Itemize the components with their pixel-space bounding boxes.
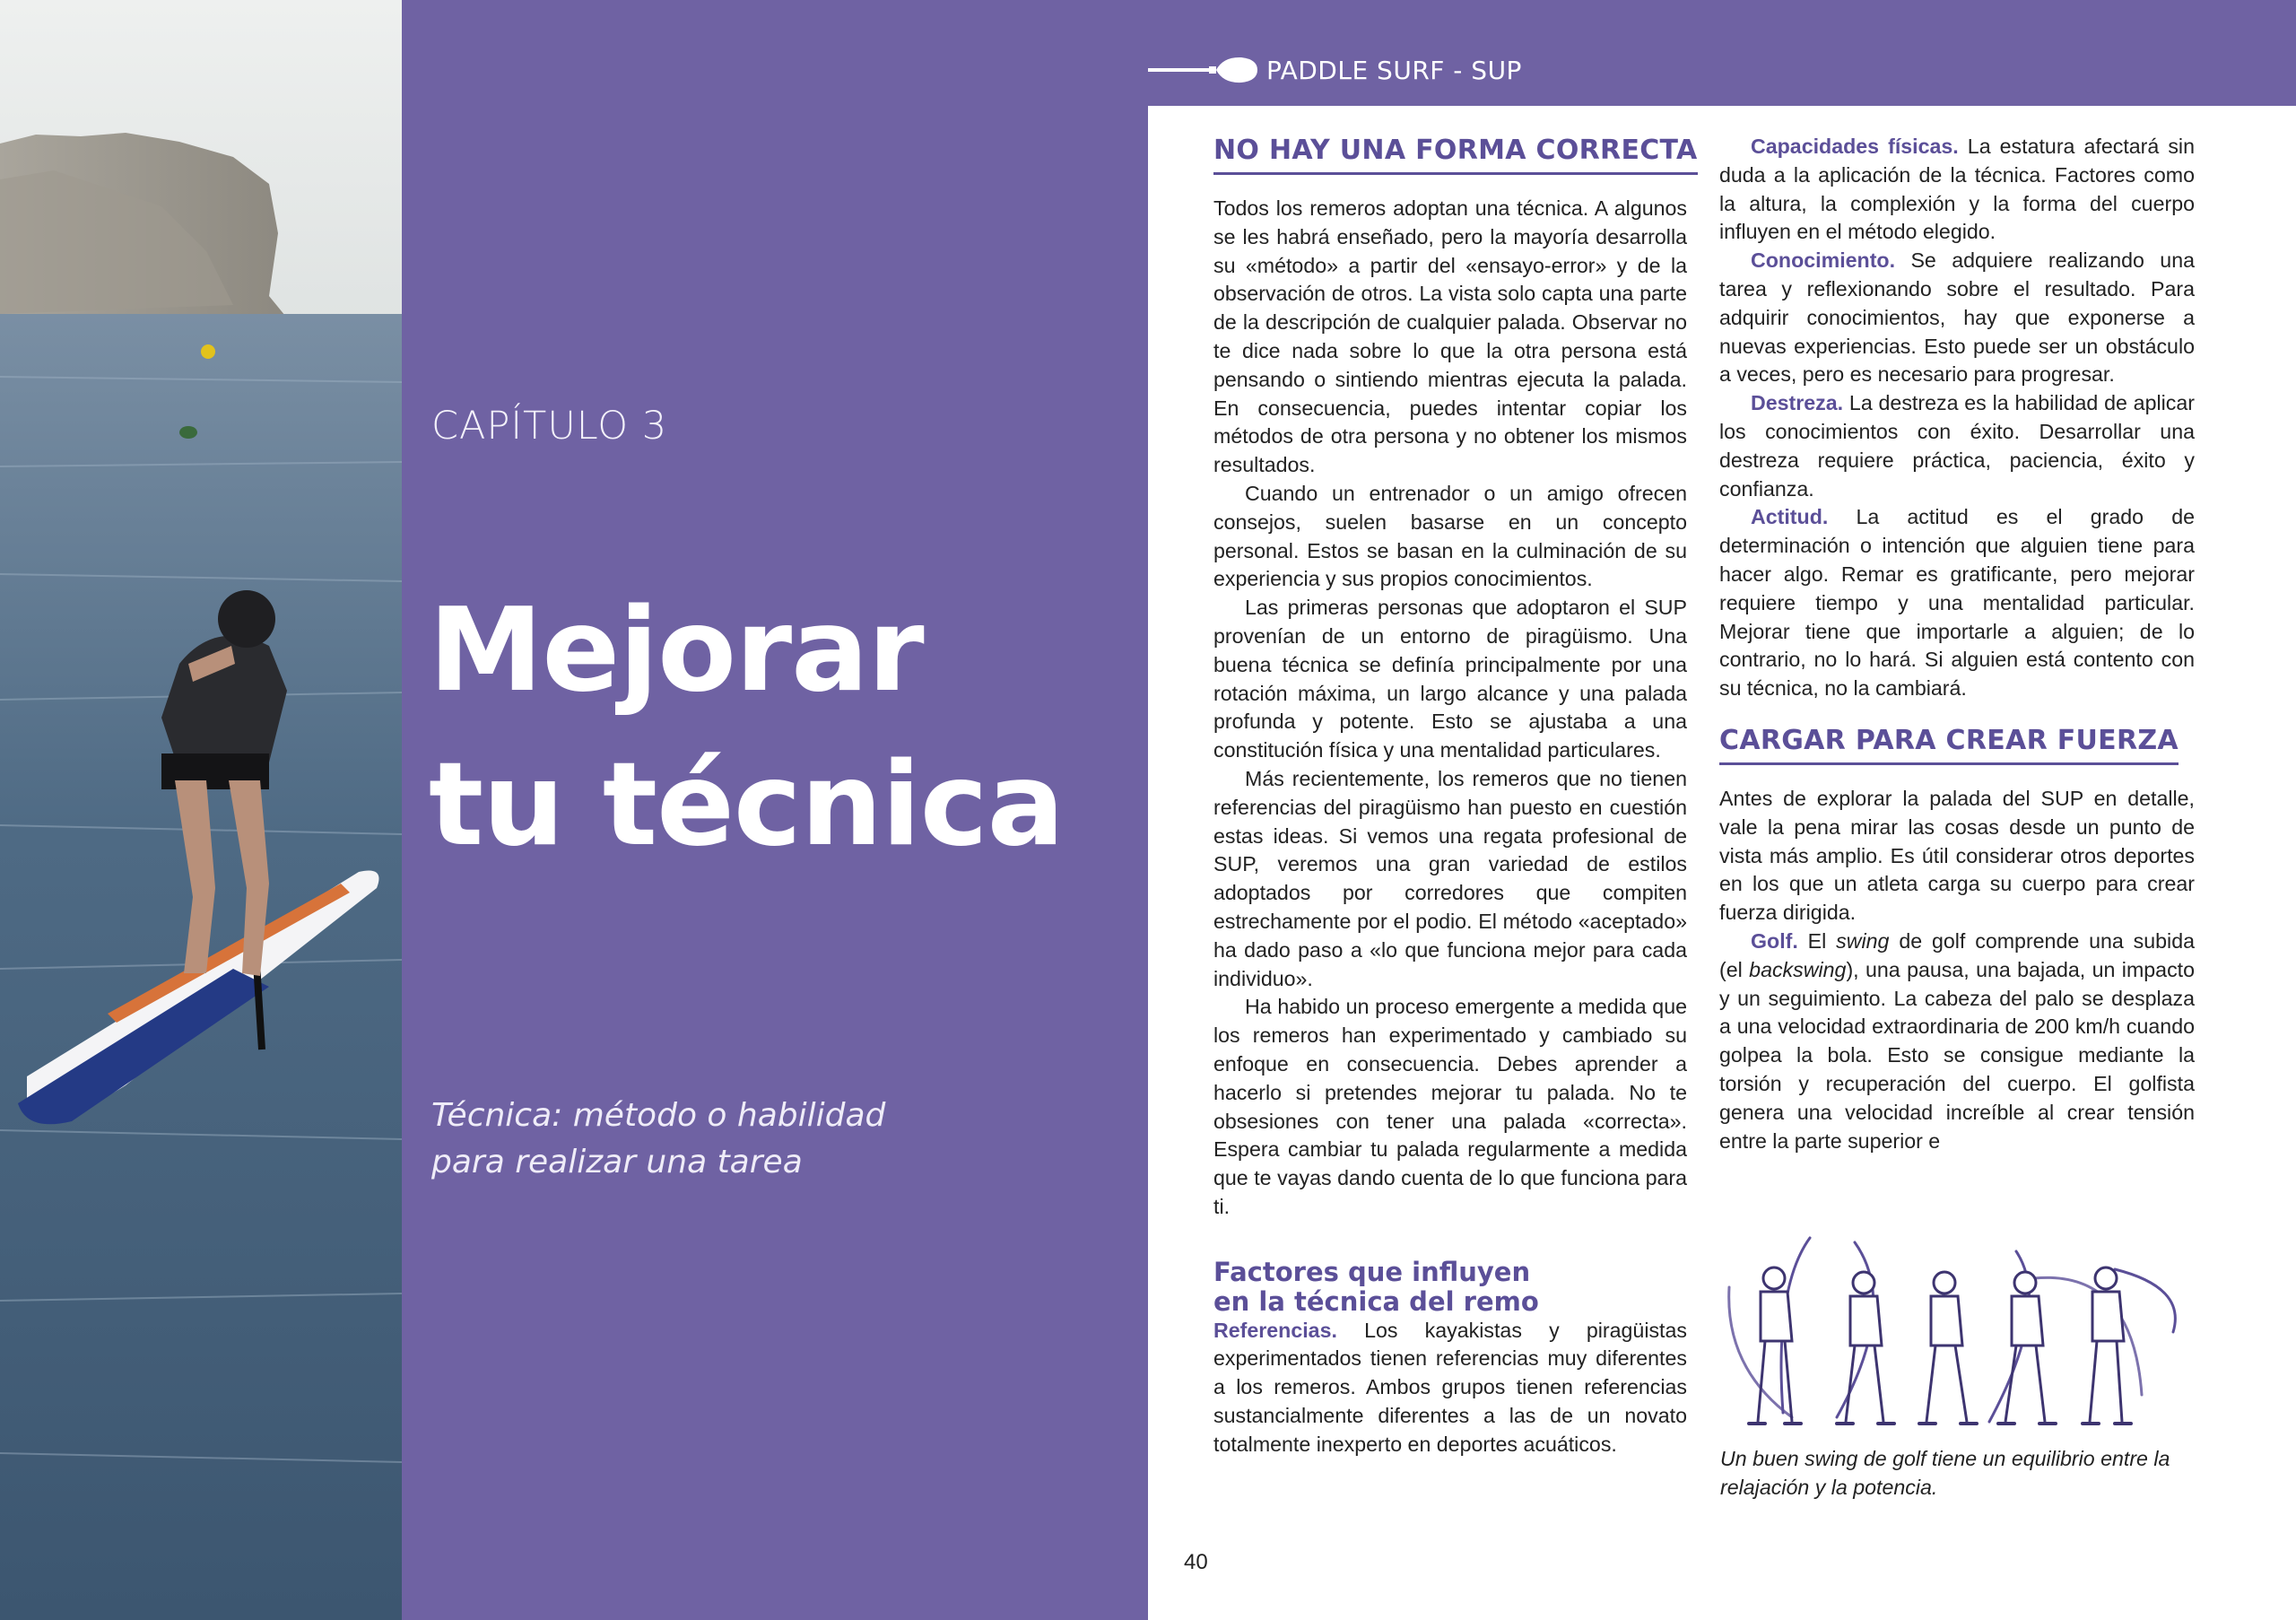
subheading-line2: en la técnica del remo bbox=[1213, 1285, 1539, 1317]
paragraph-actitud bbox=[1719, 503, 2195, 703]
figure-caption: Un buen swing de golf tiene un equilibrio entre la relajación y la potencia. bbox=[1720, 1447, 2170, 1499]
term-label: Referencias. bbox=[1213, 1318, 1337, 1342]
paragraph: Todos los remeros adoptan una técnica. A algunos se les habrá enseñado, pero la mayoría desarrolla su «método» a partir del «ensayo-error» y de la observación de otros. La vista solo capta una parte de la descripción de cualquier palada. Observar no te dice nada sobre lo que la otra persona está pensando o sintiendo mientras ejecuta la palada. En consecuencia, puedes intentar copiar los métodos de otra persona y no obtener los mismos resultados. bbox=[1213, 196, 1687, 477]
chapter-subtitle-line1: Técnica: método o habilidad bbox=[431, 1097, 886, 1134]
paragraph: Antes de explorar la palada del SUP en detalle, vale la pena mirar las cosas desde un punto de vista más amplio. Es útil considerar otros deportes en los que un atleta carga su cuerpo para crear fuerza dirigida. bbox=[1719, 786, 2195, 925]
running-header: PADDLE SURF - SUP bbox=[1266, 56, 1522, 85]
subheading-factores bbox=[1213, 1258, 1687, 1317]
section-heading-cargar: CARGAR PARA CREAR FUERZA bbox=[1719, 723, 2179, 765]
text-page bbox=[1148, 106, 2296, 1620]
left-column bbox=[1213, 133, 1698, 1459]
paragraph-referencias bbox=[1213, 1317, 1687, 1459]
term-text: ), una pausa, una bajada, un impacto y un seguimiento. La cabeza del palo se desplaza a una velocidad extraordinaria de 200 km/h cuando golpea la bola. Esto se consigue mediante la torsión y recuperación del cuerpo. El golfista genera una velocidad increíble al crear tensión entre la parte superior e bbox=[1719, 957, 2195, 1153]
term-text: Los kayakistas y piragüistas experimentados tienen referencias muy diferentes a los remeros. Ambos grupos tienen referencias sustancialmente diferentes a las de un novato totalmente inexperto en deportes acuáticos. bbox=[1213, 1318, 1687, 1456]
paragraph-capacidades bbox=[1719, 133, 2195, 247]
chapter-subtitle-line2: para realizar una tarea bbox=[431, 1144, 803, 1180]
term-text: La actitud es el grado de determinación o intención que alguien tiene para hacer algo. Remar es gratificante, pero mejorar requiere tiempo y una mentalidad particular. Mejorar tiene que importarle a alguien; de lo contrario, no lo hará. Si alguien está contento con su técnica, no la cambiará. bbox=[1719, 505, 2195, 701]
paragraph-golf bbox=[1719, 928, 2195, 1155]
emphasis: swing bbox=[1836, 928, 1890, 953]
paragraph: Más recientemente, los remeros que no tienen referencias del piragüismo han puesto en cuestión estas ideas. Si vemos una regata profesional de SUP, veremos una gran variedad de estilos adoptados por corredores que compiten estrechamente por el podio. El método «aceptado» ha dado paso a «lo que funciona mejor para cada individuo». bbox=[1213, 766, 1687, 990]
subheading-line1: Factores que influyen bbox=[1213, 1256, 1531, 1287]
term-text: La estatura afectará sin duda a la aplicación de la técnica. Factores como la altura, la complexión y la forma del cuerpo influyen en el método elegido. bbox=[1719, 135, 2195, 244]
term-text: Se adquiere realizando una tarea y reflexionando sobre el resultado. Para adquirir conocimientos, hay que exponerse a nuevas experiencias. Esto puede ser un obstáculo a veces, pero es necesario para progresar. bbox=[1719, 248, 2195, 387]
paragraph: Las primeras personas que adoptaron el SUP provenían de un entorno de piragüismo. Una buena técnica se definía principalmente por una rotación máxima, un largo alcance y una palada profunda y potente. Esto se ajustaba a una constitución física y una mentalidad particulares. bbox=[1213, 596, 1687, 762]
term-label: Actitud. bbox=[1751, 505, 1829, 529]
term-label: Capacidades físicas. bbox=[1751, 135, 1959, 158]
section-heading-no-hay-forma: NO HAY UNA FORMA CORRECTA bbox=[1213, 133, 1698, 175]
right-column bbox=[1719, 133, 2195, 1155]
paragraph: Cuando un entrenador o un amigo ofrecen consejos, suelen basarse en un concepto personal. Estos se basan en la culminación de su experiencia y sus propios conocimientos. bbox=[1213, 481, 1687, 591]
paragraph: Ha habido un proceso emergente a medida que los remeros han experimentado y cambiado su enfoque en consecuencia. Debes aprender a hacerlo si pretendes mejorar tu palada. No te obsesiones con tener una palada «correcta». Espera cambiar tu palada regularmente a medida que te vayas dando cuenta de lo que funciona para ti. bbox=[1213, 995, 1687, 1218]
chapter-title-line1: Mejorar bbox=[429, 584, 924, 718]
sup-paddler-photo bbox=[0, 0, 402, 1620]
term-text: de golf comprende una subida (el bbox=[1719, 928, 2195, 981]
term-text: El bbox=[1797, 928, 1837, 953]
term-label: Conocimiento. bbox=[1751, 248, 1896, 273]
term-text: La destreza es la habilidad de aplicar los conocimientos con éxito. Desarrollar una destreza requiere práctica, paciencia, éxito y confianza. bbox=[1719, 391, 2195, 501]
chapter-panel bbox=[402, 0, 1148, 1620]
page-number: 40 bbox=[1184, 1550, 1208, 1574]
chapter-title-line2: tu técnica bbox=[429, 738, 1064, 872]
chapter-title bbox=[429, 574, 1064, 883]
golf-swing-sequence-illustration bbox=[1720, 1233, 2187, 1440]
paddle-icon bbox=[1148, 54, 1259, 86]
emphasis: backswing bbox=[1749, 957, 1847, 981]
paragraph-destreza bbox=[1719, 389, 2195, 503]
term-label: Destreza. bbox=[1751, 391, 1844, 415]
paragraph-conocimiento bbox=[1719, 247, 2195, 389]
page-header bbox=[1148, 0, 2296, 106]
term-label: Golf. bbox=[1751, 928, 1798, 953]
chapter-subtitle bbox=[431, 1093, 885, 1186]
chapter-number: CAPÍTULO 3 bbox=[431, 404, 668, 449]
